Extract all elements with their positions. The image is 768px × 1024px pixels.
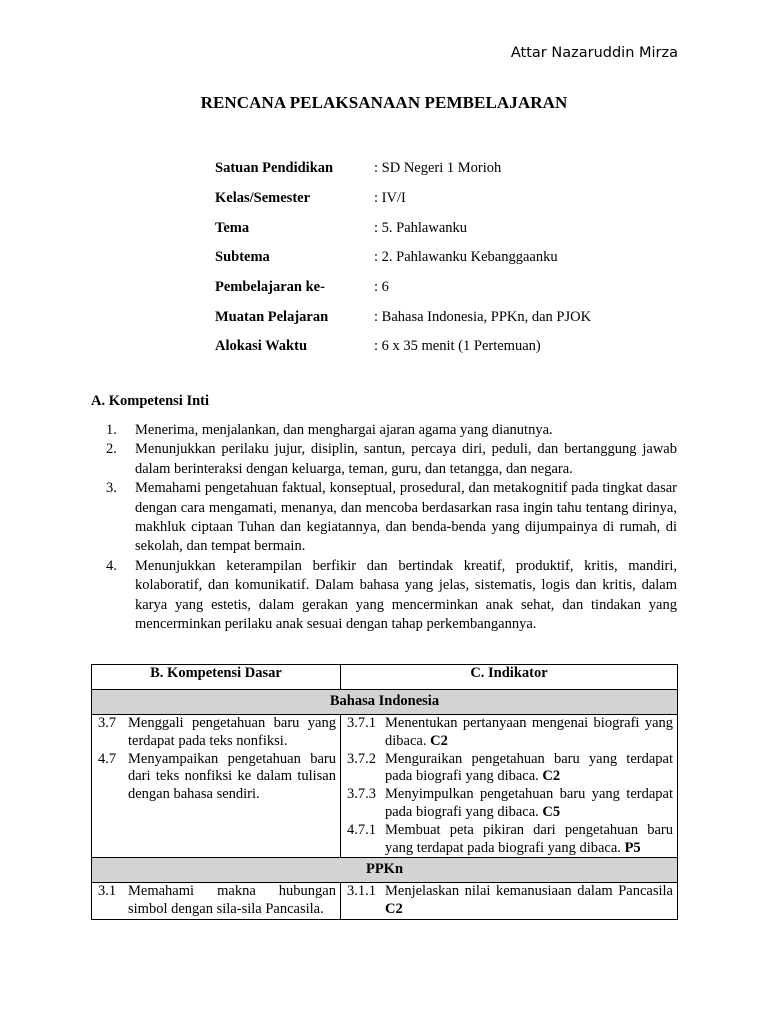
identity-row	[215, 243, 685, 273]
kd-text: Menggali pengetahuan baru yang terdapat pada teks nonfiksi.	[128, 715, 336, 749]
cognitive-level-badge: C2	[430, 732, 448, 749]
cognitive-level-badge: C5	[542, 803, 561, 820]
indicator-entry	[341, 786, 677, 822]
identity-label: Pembelajaran ke-	[215, 279, 325, 296]
indicator-code: 3.7.3	[347, 786, 376, 803]
identity-label: Satuan Pendidikan	[215, 160, 334, 177]
kd-entry	[92, 715, 340, 751]
list-text: Menunjukkan perilaku jujur, disiplin, santun, percaya diri, peduli, dan bertanggung jawab dalam berinteraksi dengan keluarga, teman, guru, dan tetangga, dan negara.	[135, 441, 677, 477]
indicator-text: Menyimpulkan pengetahuan baru yang terdapat pada biografi yang dibaca.	[385, 786, 673, 820]
list-number: 1.	[106, 422, 117, 438]
indicator-body	[385, 715, 673, 751]
competency-table	[91, 664, 678, 920]
list-number: 2.	[106, 441, 117, 458]
identity-row	[215, 302, 685, 332]
subject-label: Bahasa Indonesia	[92, 690, 678, 715]
indicator-body	[385, 883, 673, 919]
document-title: RENCANA PELAKSANAAN PEMBELAJARAN	[200, 93, 568, 112]
kd-entry	[92, 751, 340, 804]
kd-cell	[92, 883, 341, 920]
indicator-code: 3.7.2	[347, 750, 376, 767]
indicator-code: 4.7.1	[347, 821, 376, 838]
list-text: Memahami pengetahuan faktual, konseptual, prosedural, dan metakognitif pada tingkat dasar dengan cara mengamati, menanya, dan mencoba berdasarkan rasa ingin tahu tentang dirinya, makhluk ciptaan Tuhan dan kegiatannya, dan benda-benda yang dijumpainya di rumah, di sekolah, dan tempat bermain.	[135, 480, 677, 555]
subject-row	[92, 690, 678, 715]
indicator-text: Menguraikan pengetahuan baru yang terdapat pada biografi yang dibaca.	[385, 750, 673, 785]
indicator-body	[385, 751, 673, 787]
identity-value: : SD Negeri 1 Morioh	[374, 160, 502, 177]
indicator-text: Membuat peta pikiran dari pengetahuan baru yang terdapat pada biografi yang dibaca.	[385, 821, 673, 856]
identity-row	[215, 154, 685, 184]
indicator-entry	[341, 883, 677, 919]
list-number: 3.	[106, 480, 117, 497]
list-text: Menerima, menjalankan, dan menghargai ajaran agama yang dianutnya.	[135, 422, 553, 438]
list-number: 4.	[106, 557, 117, 574]
kd-cell	[92, 715, 341, 858]
list-item	[106, 440, 677, 479]
indicator-entry	[341, 715, 677, 751]
indicator-body	[385, 786, 673, 822]
identity-row	[215, 213, 685, 243]
identity-row	[215, 184, 685, 214]
indicator-entry	[341, 822, 677, 858]
indicator-text: Menentukan pertanyaan mengenai biografi yang dibaca.	[385, 715, 673, 749]
kd-text: Memahami makna hubungan simbol dengan sila-sila Pancasila.	[128, 883, 336, 918]
indicator-cell	[341, 883, 678, 920]
indicator-body	[385, 822, 673, 858]
list-text: Menunjukkan keterampilan berfikir dan bertindak kreatif, produktif, kritis, mandiri, kolaboratif, dan komunikatif. Dalam bahasa yang jelas, sistematis, logis dan kritis, dalam karya yang estetis, dalam gerakan yang mencerminkan anak sehat, dan tindakan yang mencerminkan perilaku anak sesuai dengan tahap perkembangannya.	[135, 557, 677, 633]
kd-entry	[92, 883, 340, 919]
subject-row	[92, 858, 678, 883]
kompetensi-inti-heading: A. Kompetensi Inti	[91, 393, 210, 409]
kd-code: 3.1	[98, 883, 117, 900]
kd-code: 3.7	[98, 715, 117, 731]
table-row	[92, 715, 678, 858]
identity-value: : 6 x 35 menit (1 Pertemuan)	[374, 338, 541, 355]
identity-label: Kelas/Semester	[215, 190, 311, 207]
identity-label: Alokasi Waktu	[215, 338, 308, 355]
list-item	[106, 557, 677, 635]
identity-label: Tema	[215, 219, 250, 236]
indicator-text: Menjelaskan nilai kemanusiaan dalam Pancasila	[385, 883, 673, 900]
identity-value: : 6	[374, 279, 389, 296]
cognitive-level-badge: C2	[385, 901, 403, 918]
column-header-kompetensi-dasar: B. Kompetensi Dasar	[92, 665, 341, 690]
author-name: Attar Nazaruddin Mirza	[510, 45, 678, 61]
identity-value: : 5. Pahlawanku	[374, 219, 468, 236]
list-item	[106, 479, 677, 557]
identity-row	[215, 273, 685, 303]
list-item	[106, 421, 677, 440]
identity-block	[215, 154, 685, 362]
identity-label: Subtema	[215, 249, 270, 266]
kd-code: 4.7	[98, 750, 117, 767]
cognitive-level-badge: C2	[542, 768, 561, 785]
indicator-code: 3.1.1	[347, 883, 376, 900]
indicator-entry	[341, 751, 677, 787]
identity-value: : Bahasa Indonesia, PPKn, dan PJOK	[374, 308, 592, 325]
column-header-indikator: C. Indikator	[341, 665, 678, 690]
indicator-code: 3.7.1	[347, 715, 376, 731]
identity-value: : IV/I	[374, 190, 406, 207]
subject-label: PPKn	[92, 858, 678, 883]
identity-value: : 2. Pahlawanku Kebanggaanku	[374, 249, 558, 266]
cognitive-level-badge: P5	[624, 839, 641, 856]
kompetensi-inti-list	[106, 421, 677, 634]
indicator-cell	[341, 715, 678, 858]
kd-text: Menyampaikan pengetahuan baru dari teks nonfiksi ke dalam tulisan dengan bahasa sendiri.	[128, 750, 336, 803]
identity-row	[215, 332, 685, 362]
table-row	[92, 883, 678, 920]
table-header-row	[92, 665, 678, 690]
identity-label: Muatan Pelajaran	[215, 308, 329, 325]
